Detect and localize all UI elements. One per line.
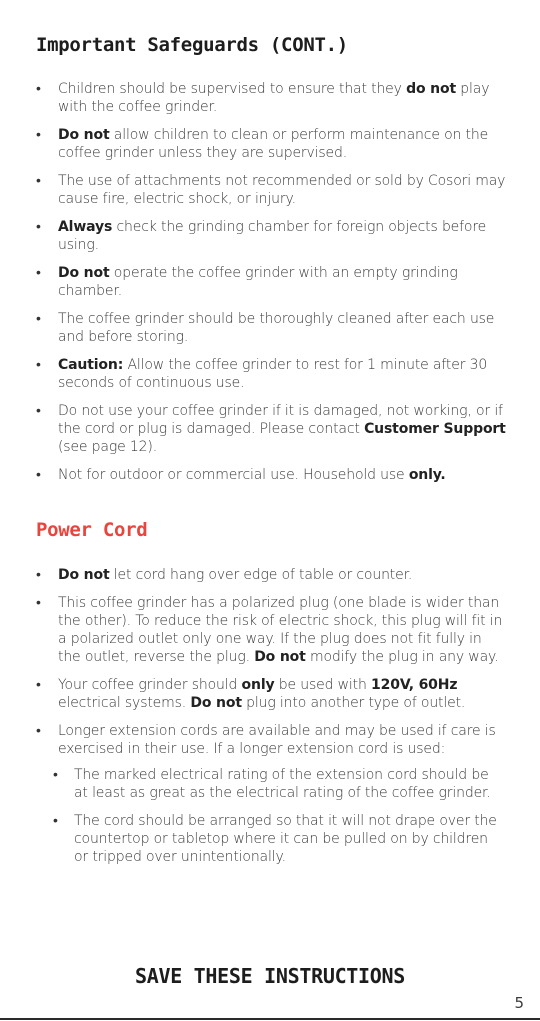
power-cord-list [36,566,506,876]
sub-list-item: • The marked electrical rating of the extension cord should be at least as great as the electrical rating of the coffee grinder. [53,766,506,802]
list-item: • Always check the grinding chamber for foreign objects before using. [36,218,506,254]
extension-cord-sublist [53,766,506,866]
sub-list-item: • The cord should be arranged so that it will not drape over the countertop or tabletop where it can be pulled on by children or tripped over unintentionally. [53,812,506,866]
list-item: • Caution: Allow the coffee grinder to rest for 1 minute after 30 seconds of continuous use. [36,356,506,392]
list-item: • Your coffee grinder should only be used with 120V, 60Hz electrical systems. Do not plug into another type of outlet. [36,676,506,712]
list-item: • Do not allow children to clean or perform maintenance on the coffee grinder unless they are supervised. [36,126,506,162]
list-item: • Children should be supervised to ensure that they do not play with the coffee grinder. [36,80,506,116]
save-instructions-text: SAVE THESE INSTRUCTIONS [134,964,406,988]
list-item: • Not for outdoor or commercial use. Household use only. [36,466,506,484]
bottom-rule [0,1018,540,1020]
list-item: • Do not let cord hang over edge of table or counter. [36,566,506,584]
safeguards-list [36,80,506,484]
list-item: • The use of attachments not recommended or sold by Cosori may cause fire, electric shock, or injury. [36,172,506,208]
safeguards-heading: Important Safeguards (CONT.) [36,34,348,56]
list-item: • This coffee grinder has a polarized plug (one blade is wider than the other). To reduce the risk of electric shock, this plug will fit in a polarized outlet only one way. If the plug does not fit fully in the outlet, reverse the plug. Do not modify the plug in any way. [36,594,506,666]
power-cord-heading: Power Cord [36,519,148,541]
list-item: • Do not use your coffee grinder if it is damaged, not working, or if the cord or plug is damaged. Please contact Customer Support (see page 12). [36,402,506,456]
page-number: 5 [514,994,524,1012]
list-item: • The coffee grinder should be thoroughly cleaned after each use and before storing. [36,310,506,346]
list-item: • Do not operate the coffee grinder with an empty grinding chamber. [36,264,506,300]
list-item: • Longer extension cords are available and may be used if care is exercised in their use. If a longer extension cord is used: • The marked electrical rating of the extension cord should be at least as great as the electrical rating of the coffee grinder. • The cord should be arranged so that it will not drape over the countertop or tabletop where it can be pulled on by children or tripped over unintentionally. [36,722,506,866]
